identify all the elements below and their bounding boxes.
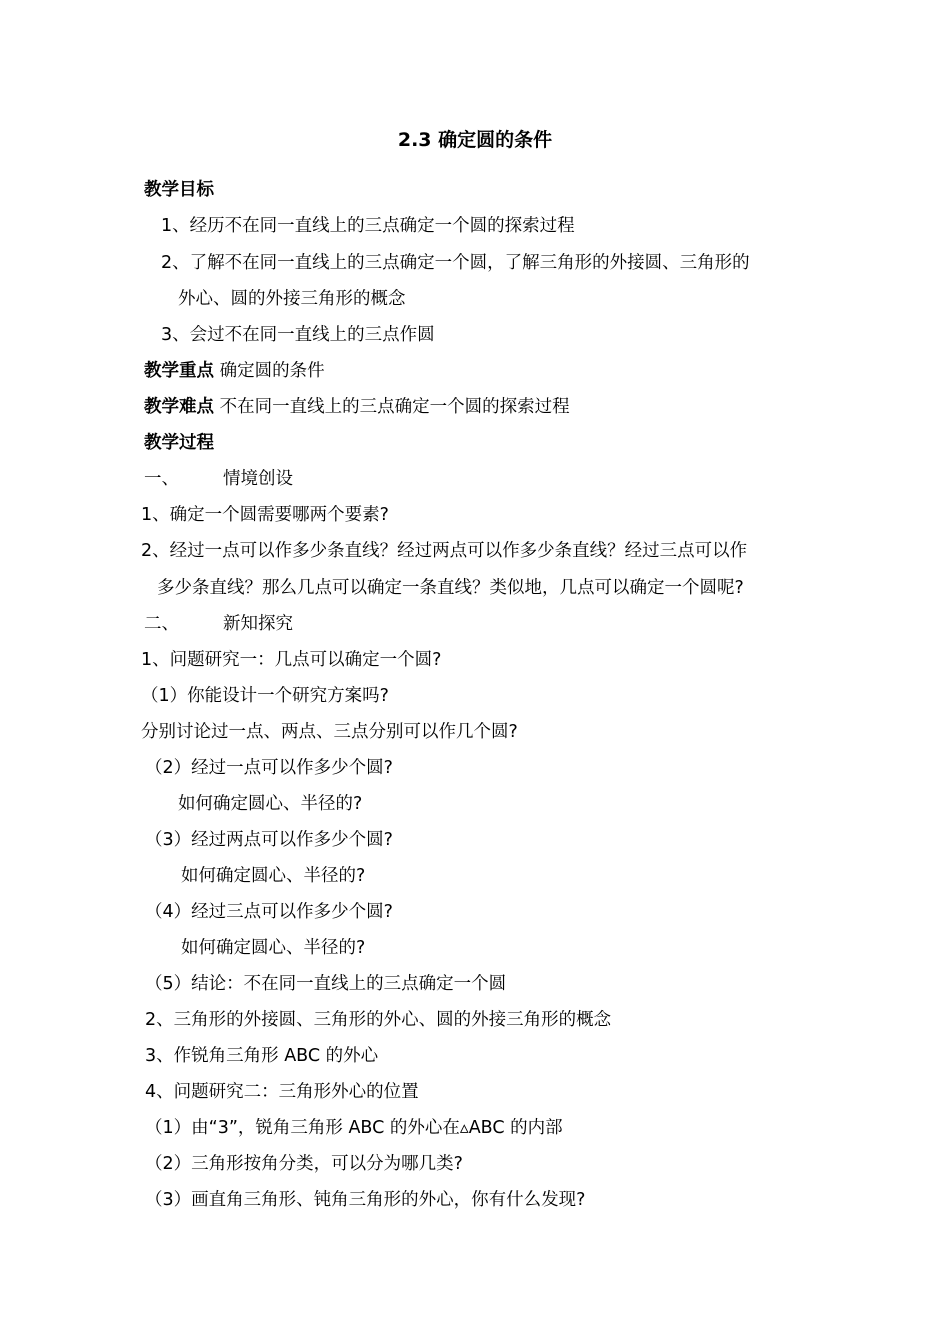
section-2-number: 二、 — [144, 614, 179, 634]
page-title: 2.3 确定圆的条件 — [397, 129, 553, 151]
section-1-number: 一、 — [144, 469, 179, 489]
research-1: 1、问题研究一：几点可以确定一个圆? — [141, 650, 442, 670]
question-2-continued: 多少条直线？那么几点可以确定一条直线？类似地，几点可以确定一个圆呢? — [157, 578, 744, 598]
point-3: 3、作锐角三角形 ABC 的外心 — [145, 1046, 379, 1066]
section-1-heading — [144, 466, 293, 492]
research-1-sub-2: （2）经过一点可以作多少个圆? — [145, 758, 393, 778]
difficulty-text: 不在同一直线上的三点确定一个圆的探索过程 — [219, 397, 570, 417]
research-1-conclusion: （5）结论：不在同一直线上的三点确定一个圆 — [145, 974, 507, 994]
question-2: 2、经过一点可以作多少条直线？经过两点可以作多少条直线？经过三点可以作 — [141, 541, 748, 561]
research-2: 4、问题研究二：三角形外心的位置 — [145, 1082, 419, 1102]
research-2-sub-2: （2）三角形按角分类，可以分为哪几类? — [145, 1154, 463, 1174]
difficulty-line — [144, 394, 570, 420]
research-1-sub-4-follow: 如何确定圆心、半径的? — [181, 938, 366, 958]
section-2-heading — [144, 611, 293, 637]
objective-item-2-continued: 外心、圆的外接三角形的概念 — [178, 289, 406, 309]
key-point-text: 确定圆的条件 — [219, 361, 325, 381]
research-1-discussion: 分别讨论过一点、两点、三点分别可以作几个圆? — [141, 722, 518, 742]
objectives-heading: 教学目标 — [144, 180, 214, 200]
process-heading: 教学过程 — [144, 433, 214, 453]
point-2: 2、三角形的外接圆、三角形的外心、圆的外接三角形的概念 — [145, 1010, 612, 1030]
research-1-sub-3: （3）经过两点可以作多少个圆? — [145, 830, 393, 850]
research-1-sub-4: （4）经过三点可以作多少个圆? — [145, 902, 393, 922]
difficulty-label: 教学难点 — [144, 397, 214, 417]
research-1-sub-2-follow: 如何确定圆心、半径的? — [178, 794, 363, 814]
research-2-sub-3: （3）画直角三角形、钝角三角形的外心，你有什么发现? — [145, 1190, 586, 1210]
section-1-title: 情境创设 — [223, 469, 293, 489]
objective-item-2: 2、了解不在同一直线上的三点确定一个圆，了解三角形的外接圆、三角形的 — [161, 253, 750, 273]
objective-item-1: 1、经历不在同一直线上的三点确定一个圆的探索过程 — [161, 216, 575, 236]
research-1-sub-1: （1）你能设计一个研究方案吗? — [141, 686, 389, 706]
objective-item-3: 3、会过不在同一直线上的三点作圆 — [161, 325, 435, 345]
research-1-sub-3-follow: 如何确定圆心、半径的? — [181, 866, 366, 886]
key-point-label: 教学重点 — [144, 361, 214, 381]
section-2-title: 新知探究 — [223, 614, 293, 634]
question-1: 1、确定一个圆需要哪两个要素? — [141, 505, 389, 525]
research-2-sub-1: （1）由“3”，锐角三角形 ABC 的外心在▵ABC 的内部 — [145, 1118, 563, 1138]
key-point-line — [144, 358, 325, 384]
